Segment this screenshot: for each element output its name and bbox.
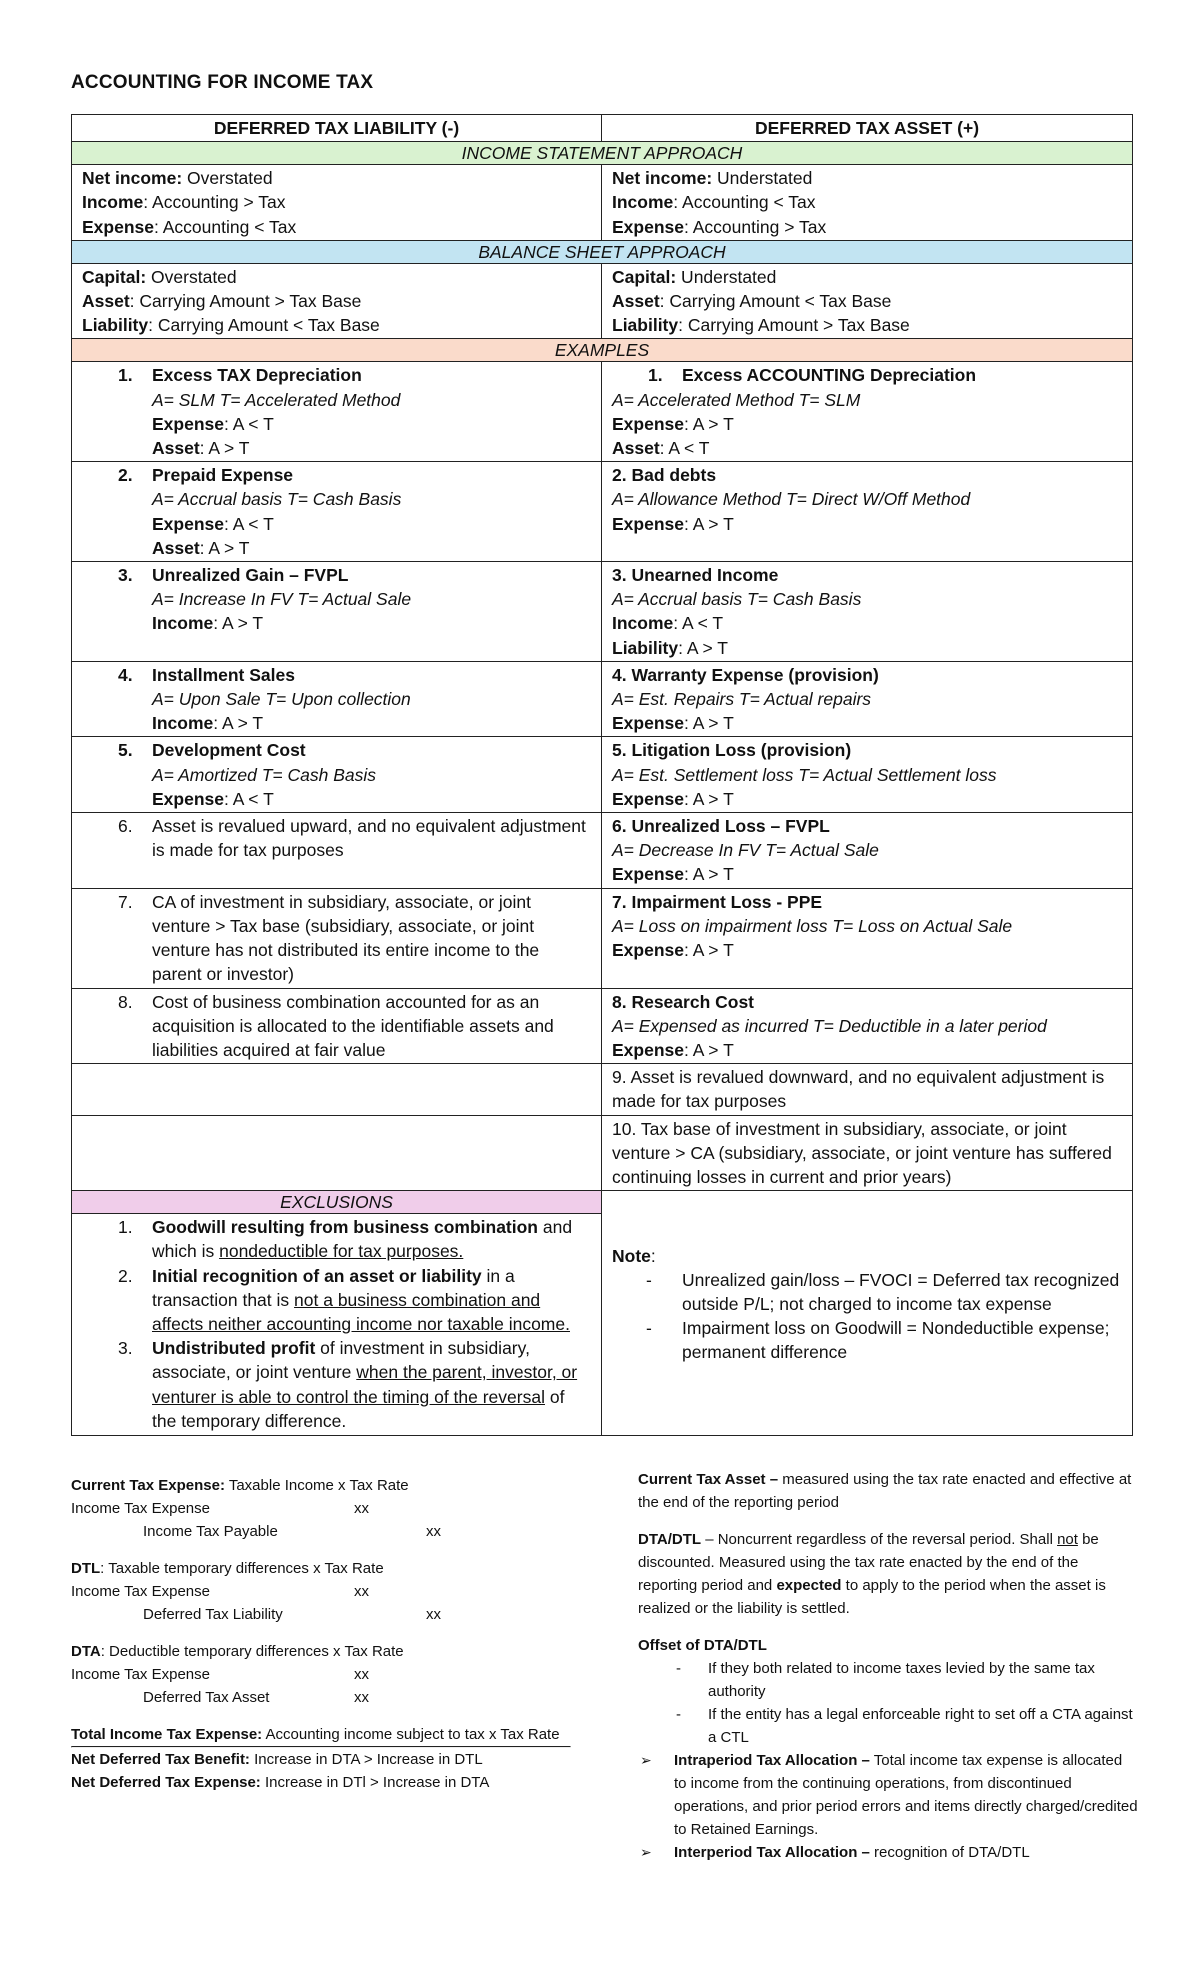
table-row — [72, 1064, 1133, 1115]
exclusions-cell — [72, 1191, 602, 1436]
exclusion-item: 3. Undistributed profit of investment in subsidiary, associate, or joint venture when the parent, investor, or venturer is able to control the timing of the reversal of the temporary difference. — [118, 1338, 578, 1431]
current-tax-asset: Current Tax Asset – measured using the tax rate enacted and effective at the end of the reporting period — [638, 1471, 1132, 1511]
example-dta: 9. Asset is revalued downward, and no equivalent adjustment is made for tax purposes — [602, 1064, 1133, 1115]
journal-debit-line: Income Tax Expense xx — [71, 1583, 369, 1600]
journal-credit-line: Deferred Tax Liability xx — [143, 1606, 441, 1623]
current-tax-expense: Current Tax Expense: Taxable Income x Tax Rate — [71, 1477, 409, 1494]
income-approach-dta: Net income: Understated Income: Accounting < Tax Expense: Accounting > Tax — [602, 165, 1133, 241]
net-deferred-tax-benefit: Net Deferred Tax Benefit: Increase in DTA > Increase in DTL — [71, 1751, 483, 1768]
offset-title: Offset of DTA/DTL — [638, 1637, 767, 1654]
dta-formula: DTA: Deductible temporary differences x Tax Rate — [71, 1643, 404, 1660]
table-row — [72, 737, 1133, 813]
band-balance-sheet: BALANCE SHEET APPROACH — [72, 240, 1133, 263]
total-income-tax-expense: Total Income Tax Expense: Accounting income subject to tax x Tax Rate — [71, 1726, 560, 1743]
example-dtl: 4. Installment Sales A= Upon Sale T= Upon collection Income: A > T — [72, 661, 602, 737]
notes-section — [638, 1468, 1138, 1864]
band-exclusions: EXCLUSIONS — [72, 1191, 601, 1214]
table-row — [72, 1191, 1133, 1436]
note-label: Note: — [612, 1245, 656, 1266]
table-row — [72, 1115, 1133, 1191]
header-dta: DEFERRED TAX ASSET (+) — [602, 115, 1133, 142]
table-row — [72, 661, 1133, 737]
journal-debit-line: Income Tax Expense xx — [71, 1500, 369, 1517]
example-dta: 3. Unearned Income A= Accrual basis T= Cash Basis Income: A < T Liability: A > T — [602, 562, 1133, 662]
header-dtl: DEFERRED TAX LIABILITY (-) — [72, 115, 602, 142]
example-dtl: 6. Asset is revalued upward, and no equivalent adjustment is made for tax purposes — [72, 813, 602, 889]
table-header-row — [72, 115, 1133, 142]
journal-debit-line: Income Tax Expense xx — [71, 1666, 369, 1683]
example-dtl: 5. Development Cost A= Amortized T= Cash Basis Expense: A < T — [72, 737, 602, 813]
exclusion-item: 1. Goodwill resulting from business combination and which is nondeductible for tax purposes. — [118, 1217, 573, 1262]
band-income-statement: INCOME STATEMENT APPROACH — [72, 142, 1133, 165]
example-dtl: 2. Prepaid Expense A= Accrual basis T= Cash Basis Expense: A < T Asset: A > T — [72, 462, 602, 562]
table-row — [72, 988, 1133, 1064]
offset-item: - If they both related to income taxes levied by the same tax authority — [676, 1660, 1095, 1700]
offset-item: - If the entity has a legal enforceable right to set off a CTA against a CTL — [676, 1706, 1133, 1746]
page-title: ACCOUNTING FOR INCOME TAX — [71, 72, 374, 93]
net-deferred-tax-expense: Net Deferred Tax Expense: Increase in DTl > Increase in DTA — [71, 1774, 490, 1791]
example-dta: 8. Research Cost A= Expensed as incurred T= Deductible in a later period Expense: A > T — [602, 988, 1133, 1064]
journal-credit-line: Income Tax Payable xx — [143, 1523, 441, 1540]
table-row — [72, 813, 1133, 889]
example-dtl: 8. Cost of business combination accounted for as an acquisition is allocated to the identifiable assets and liabilities acquired at fair value — [72, 988, 602, 1064]
example-dtl: 1. Excess TAX Depreciation A= SLM T= Accelerated Method Expense: A < T Asset: A > T — [72, 362, 602, 462]
example-dta: 10. Tax base of investment in subsidiary, associate, or joint venture > CA (subsidiary, associate, or joint venture has suffered continuing losses in current and prior years) — [602, 1115, 1133, 1191]
balance-approach-dtl: Capital: Overstated Asset: Carrying Amount > Tax Base Liability: Carrying Amount < Tax Base — [72, 263, 602, 339]
note-cell — [602, 1191, 1133, 1436]
note-item: - Impairment loss on Goodwill = Nondeductible expense; permanent difference — [646, 1318, 1110, 1363]
table-row — [72, 888, 1133, 988]
example-dta: 2. Bad debts A= Allowance Method T= Direct W/Off Method Expense: A > T — [602, 462, 1133, 562]
note-item: - Unrealized gain/loss – FVOCI = Deferred tax recognized outside P/L; not charged to income tax expense — [646, 1269, 1120, 1314]
table-row — [72, 263, 1133, 339]
arrow-bullet-icon: ➢ — [640, 1844, 652, 1860]
table-row — [72, 562, 1133, 662]
intraperiod-allocation: ➢ Intraperiod Tax Allocation – Total income tax expense is allocated to income from the continuing operations, from discontinued operations, and prior period errors and items directly charged/credited to Retained Earnings. — [638, 1749, 1138, 1841]
table-row — [72, 362, 1133, 462]
journal-entries-section — [71, 1474, 571, 1794]
example-dtl: 3. Unrealized Gain – FVPL A= Increase In FV T= Actual Sale Income: A > T — [72, 562, 602, 662]
example-dtl: 7. CA of investment in subsidiary, associate, or joint venture > Tax base (subsidiary, associate, or joint venture has not distributed its entire income to the parent or investor) — [72, 888, 602, 988]
dta-dtl-measurement: DTA/DTL – Noncurrent regardless of the reversal period. Shall not be discounted. Measured using the tax rate enacted by the end of the reporting period and expected to apply to the period when the asset is realized or the liability is settled. — [638, 1531, 1106, 1617]
example-dta: 4. Warranty Expense (provision) A= Est. Repairs T= Actual repairs Expense: A > T — [602, 661, 1133, 737]
interperiod-allocation: ➢ Interperiod Tax Allocation – recognition of DTA/DTL — [638, 1841, 1138, 1864]
band-examples: EXAMPLES — [72, 339, 1133, 362]
exclusion-item: 2. Initial recognition of an asset or liability in a transaction that is not a business combination and affects neither accounting income nor taxable income. — [118, 1265, 570, 1334]
empty-cell — [72, 1115, 602, 1191]
example-dta: 7. Impairment Loss - PPE A= Loss on impairment loss T= Loss on Actual Sale Expense: A > T — [602, 888, 1133, 988]
empty-cell — [72, 1064, 602, 1115]
example-dta: 5. Litigation Loss (provision) A= Est. Settlement loss T= Actual Settlement loss Expense: A > T — [602, 737, 1133, 813]
table-row — [72, 165, 1133, 241]
income-tax-table — [71, 114, 1133, 1436]
balance-approach-dta: Capital: Understated Asset: Carrying Amount < Tax Base Liability: Carrying Amount > Tax Base — [602, 263, 1133, 339]
example-dta: 6. Unrealized Loss – FVPL A= Decrease In FV T= Actual Sale Expense: A > T — [602, 813, 1133, 889]
table-row — [72, 462, 1133, 562]
income-approach-dtl: Net income: Overstated Income: Accounting > Tax Expense: Accounting < Tax — [72, 165, 602, 241]
arrow-bullet-icon: ➢ — [640, 1752, 652, 1768]
dtl-formula: DTL: Taxable temporary differences x Tax Rate — [71, 1560, 384, 1577]
example-dta: 1. Excess ACCOUNTING Depreciation A= Accelerated Method T= SLM Expense: A > T Asset: A < T — [602, 362, 1133, 462]
journal-credit-line: Deferred Tax Asset xx — [143, 1689, 369, 1706]
